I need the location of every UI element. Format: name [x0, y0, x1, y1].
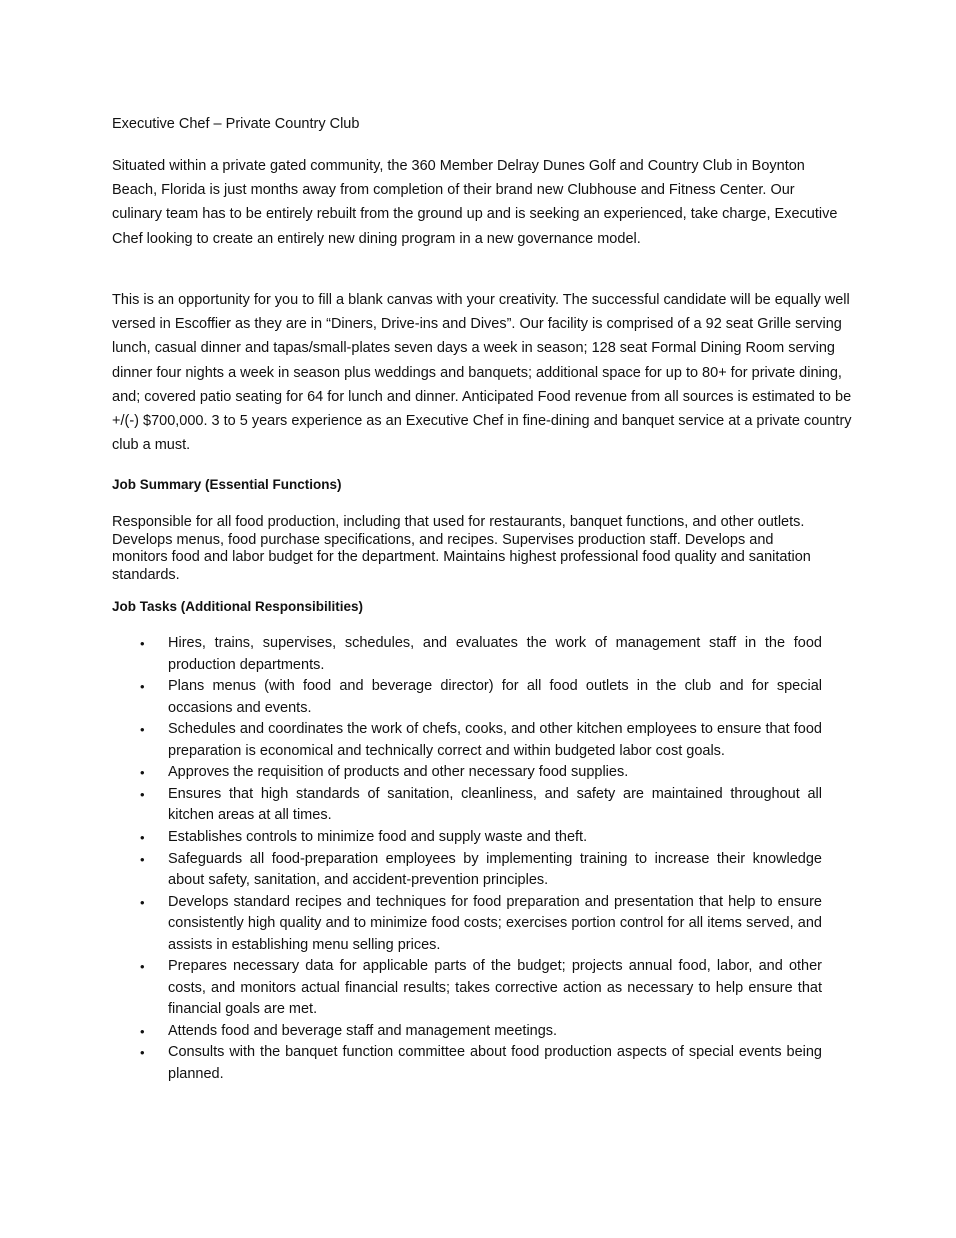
bullet-icon: • — [140, 894, 145, 910]
document-title: Executive Chef – Private Country Club — [112, 116, 360, 132]
bullet-icon: • — [140, 829, 145, 845]
list-item-text: Plans menus (with food and beverage director) for all food outlets in the club and for special occasions and events. — [168, 678, 822, 716]
list-item — [138, 892, 822, 957]
list-item — [138, 1021, 822, 1043]
list-item — [138, 849, 822, 892]
list-item — [138, 784, 822, 827]
job-summary-text: Responsible for all food production, including that used for restaurants, banquet functions, and other outlets. Develops menus, food purchase specifications, and recipes. Supervises production staff. Develops and monitors food and labor budget for the department. Maintains highest professional food quality and sanitation standards. — [112, 514, 811, 583]
bullet-icon: • — [140, 1023, 145, 1039]
list-item — [138, 719, 822, 762]
list-item — [138, 633, 822, 676]
list-item-text: Consults with the banquet function committee about food production aspects of special events being planned. — [168, 1044, 822, 1082]
list-item-text: Prepares necessary data for applicable parts of the budget; projects annual food, labor, and other costs, and monitors actual financial results; takes corrective action as necessary to help ensure that financial goals are met. — [168, 958, 822, 1018]
job-tasks-list — [138, 633, 822, 1086]
list-item — [138, 676, 822, 719]
bullet-icon: • — [140, 959, 145, 975]
list-item-text: Attends food and beverage staff and management meetings. — [168, 1022, 558, 1039]
job-tasks-heading: Job Tasks (Additional Responsibilities) — [112, 599, 364, 614]
list-item-text: Safeguards all food-preparation employees by implementing training to increase their knowledge about safety, sanitation, and accident-prevention principles. — [168, 850, 822, 889]
bullet-icon: • — [140, 679, 145, 695]
list-item-text: Schedules and coordinates the work of chefs, cooks, and other kitchen employees to ensure that food preparation is economical and technically correct and within budgeted labor cost goals. — [168, 721, 822, 759]
bullet-icon: • — [140, 1045, 145, 1061]
list-item-text: Hires, trains, supervises, schedules, and evaluates the work of management staff in the food production departments. — [168, 635, 822, 673]
bullet-icon: • — [140, 786, 145, 802]
bullet-icon: • — [140, 851, 145, 867]
list-item-text: Ensures that high standards of sanitation, cleanliness, and safety are maintained throughout all kitchen areas at all times. — [168, 785, 822, 824]
list-item-text: Approves the requisition of products and other necessary food supplies. — [168, 764, 629, 781]
list-item — [138, 1042, 822, 1085]
bullet-icon: • — [140, 636, 145, 651]
bullet-icon: • — [140, 765, 145, 781]
list-item-text: Establishes controls to minimize food and supply waste and theft. — [168, 828, 588, 845]
list-item — [138, 827, 822, 849]
list-item — [138, 762, 822, 784]
list-item-text: Develops standard recipes and techniques for food preparation and presentation that help to ensure consistently high quality and to minimize food costs; exercises portion control for all items served, and assists in establishing menu selling prices. — [168, 893, 822, 953]
list-item — [138, 956, 822, 1021]
job-summary-heading: Job Summary (Essential Functions) — [112, 477, 342, 492]
opportunity-paragraph: This is an opportunity for you to fill a blank canvas with your creativity. The successful candidate will be equally well versed in Escoffier as they are in “Diners, Drive-ins and Dives”. Our facility is comprised of a 92 seat Grille serving lunch, casual dinner and tapas/small-plates seven days a week in season; 128 seat Formal Dining Room serving dinner four nights a week in season plus weddings and banquets; additional space for up to 80+ for private dining, and; covered patio seating for 64 for lunch and dinner. Anticipated Food revenue from all sources is estimated to be +/(-) $700,000. 3 to 5 years experience as an Executive Chef in fine-dining and banquet service at a private country club a must. — [112, 292, 852, 454]
bullet-icon: • — [140, 722, 145, 738]
intro-paragraph: Situated within a private gated community, the 360 Member Delray Dunes Golf and Country Club in Boynton Beach, Florida is just months away from completion of their brand new Clubhouse and Fitness Center. Our culinary team has to be entirely rebuilt from the ground up and is seeking an experienced, take charge, Executive Chef looking to create an entirely new dining program in a new governance model. — [112, 158, 838, 247]
